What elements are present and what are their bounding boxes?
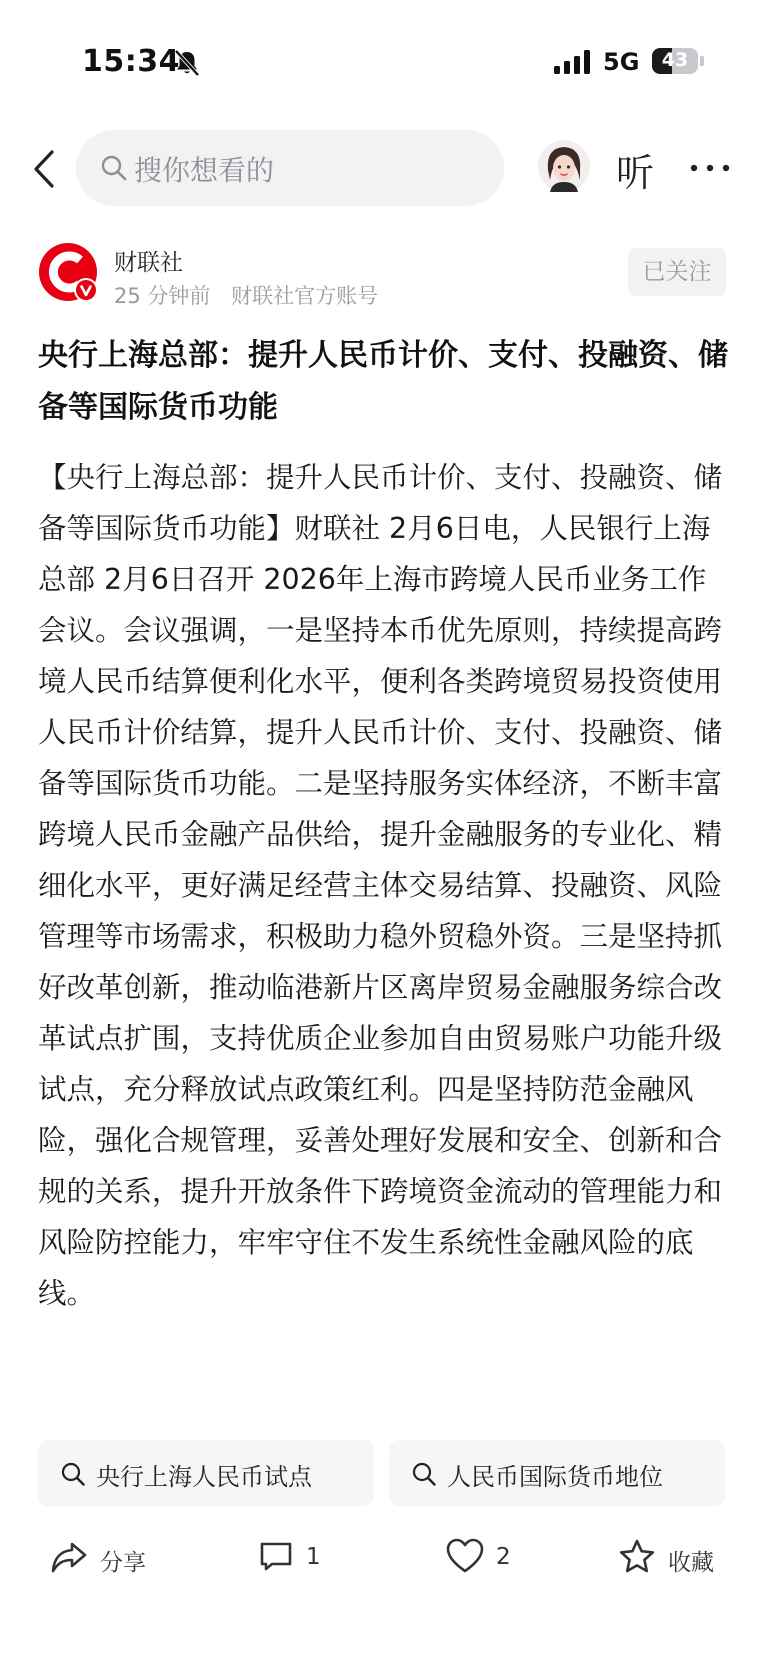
account-type: 财联社官方账号 [231,284,379,308]
related-search-label: 央行上海人民币试点 [96,1463,312,1491]
article-body: 【央行上海总部：提升人民币计价、支付、投融资、储备等国际货币功能】财联社 2月6日电，人民银行上海总部 2月6日召开 2026年上海市跨境人民币业务工作会议。会议强调，一是坚持本币优先原则，持续提高跨境人民币结算便利化水平，便利各类跨境贸易投资使用人民币计价结算，提升人民币计价、支付、投融资、储备等国际货币功能。二是坚持服务实体经济，不断丰富跨境人民币金融产品供给，提升金融服务的专业化、精细化水平，更好满足经营主体交易结算、投融资、风险管理等市场需求，积极助力稳外贸稳外资。三是坚持抓好改革创新，推动临港新片区离岸贸易金融服务综合改革试点扩围，支持优质企业参加自由贸易账户功能升级试点，充分释放试点政策红利。四是坚持防范金融风险，强化合规管理，妥善处理好发展和安全、创新和合规的关系，提升开放条件下跨境资金流动的管理能力和风险防控能力，牢牢守住不发生系统性金融风险的底线。 [38,461,723,1310]
heart-icon [446,1538,484,1574]
follow-button[interactable]: 已关注 [628,248,726,296]
share-label: 分享 [100,1550,146,1576]
publisher-logo[interactable] [38,242,100,304]
like-count: 2 [496,1544,511,1570]
star-icon [618,1538,656,1576]
comment-icon [258,1538,294,1574]
nav-bar [0,128,768,208]
search-icon [411,1461,437,1487]
signal-icon [554,50,590,74]
search-icon [60,1461,86,1487]
battery-icon [652,48,698,74]
more-icon[interactable] [690,164,730,172]
author-row [0,242,768,312]
battery-percent: 43 [661,49,689,71]
action-bar [0,1530,768,1586]
comment-count: 1 [306,1544,321,1570]
avatar[interactable] [538,140,590,192]
back-arrow-icon[interactable] [28,148,62,190]
search-placeholder: 搜你想看的 [134,154,275,187]
publish-time: 25 分钟前 [114,284,211,308]
related-search-label: 人民币国际货币地位 [447,1463,663,1491]
author-name[interactable]: 财联社 [114,250,183,276]
share-icon [50,1538,88,1576]
search-input[interactable] [76,130,504,206]
bell-muted-icon [172,48,202,78]
related-search-tag[interactable] [38,1440,374,1506]
favorite-label: 收藏 [668,1550,714,1576]
listen-button[interactable]: 听 [616,151,655,195]
related-searches [38,1440,730,1506]
network-type: 5G [603,48,640,76]
status-bar [0,0,768,110]
article-headline: 央行上海总部：提升人民币计价、支付、投融资、储备等国际货币功能 [38,338,728,425]
search-icon [100,154,128,182]
author-meta [114,280,378,310]
status-time: 15:34 [82,44,180,79]
related-search-tag[interactable] [389,1440,725,1506]
